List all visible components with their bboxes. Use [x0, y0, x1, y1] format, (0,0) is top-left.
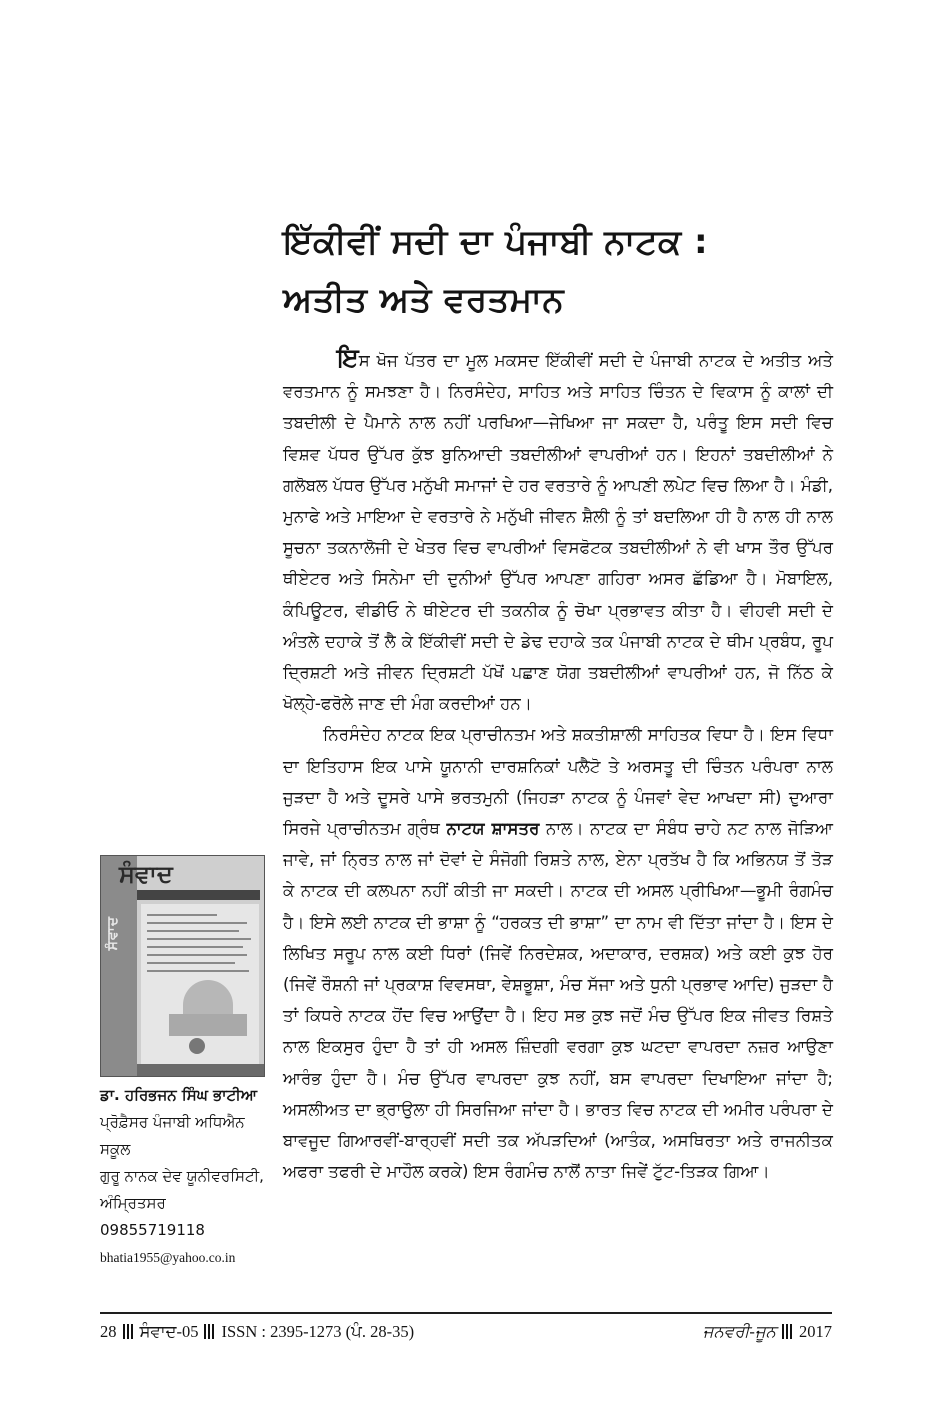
- drop-cap: ਇ: [337, 343, 359, 372]
- author-block: [100, 1082, 270, 1271]
- journal-cover-image: [100, 855, 265, 1077]
- issue-period: ਜਨਵਰੀ-ਜੂਨ: [702, 1322, 776, 1341]
- cover-band: [137, 890, 260, 900]
- cover-text-line: [147, 954, 247, 956]
- separator-icon: [782, 1324, 793, 1339]
- cover-text-line: [147, 922, 247, 924]
- separator-icon: [204, 1324, 215, 1339]
- paragraph-2-text-b: ਨਾਲ। ਨਾਟਕ ਦਾ ਸੰਬੰਧ ਚਾਹੇ ਨਟ ਨਾਲ ਜੋੜਿਆ ਜਾਵੇ, ਜਾਂ ਨ੍ਰਿਤ ਨਾਲ ਜਾਂ ਦੋਵਾਂ ਦੇ ਸੰਜੋਗੀ ਰਿਸ਼ਤੇ ਨਾਲ, ਏਨਾ ਪ੍ਰਤੱਖ ਹੈ ਕਿ ਅਭਿਨਯ ਤੋਂ ਤੋੜ ਕੇ ਨਾਟਕ ਦੀ ਕਲਪਨਾ ਨਹੀਂ ਕੀਤੀ ਜਾ ਸਕਦੀ। ਨਾਟਕ ਦੀ ਅਸਲ ਪ੍ਰੀਖਿਆ—ਭੂਮੀ ਰੰਗਮੰਚ ਹੈ। ਇਸੇ ਲਈ ਨਾਟਕ ਦੀ ਭਾਸ਼ਾ ਨੂੰ “ਹਰਕਤ ਦੀ ਭਾਸ਼ਾ” ਦਾ ਨਾਮ ਵੀ ਦਿੱਤਾ ਜਾਂਦਾ ਹੈ। ਇਸ ਦੇ ਲਿਖਿਤ ਸਰੂਪ ਨਾਲ ਕਈ ਧਿਰਾਂ (ਜਿਵੇਂ ਨਿਰਦੇਸ਼ਕ, ਅਦਾਕਾਰ, ਦਰਸ਼ਕ) ਅਤੇ ਕਈ ਕੁਝ ਹੋਰ (ਜਿਵੇਂ ਰੌਸ਼ਨੀ ਜਾਂ ਪ੍ਰਕਾਸ਼ ਵਿਵਸਥਾ, ਵੇਸ਼ਭੂਸ਼ਾ, ਮੰਚ ਸੱਜਾ ਅਤੇ ਧੁਨੀ ਪ੍ਰਭਾਵ ਆਦਿ) ਜੁੜਦਾ ਹੈ ਤਾਂ ਕਿਧਰੇ ਨਾਟਕ ਹੋਂਦ ਵਿਚ ਆਉਂਦਾ ਹੈ। ਇਹ ਸਭ ਕੁਝ ਜਦੋਂ ਮੰਚ ਉੱਪਰ ਇਕ ਜੀਵਤ ਰਿਸ਼ਤੇ ਨਾਲ ਇਕਸੁਰ ਹੁੰਦਾ ਹੈ ਤਾਂ ਹੀ ਅਸਲ ਜ਼ਿੰਦਗੀ ਵਰਗਾ ਕੁਝ ਘਟਦਾ ਵਾਪਰਦਾ ਨਜ਼ਰ ਆਉਣਾ ਆਰੰਭ ਹੁੰਦਾ ਹੈ। ਮੰਚ ਉੱਪਰ ਵਾਪਰਦਾ ਕੁਝ ਨਹੀਂ, ਬਸ ਵਾਪਰਦਾ ਦਿਖਾਇਆ ਜਾਂਦਾ ਹੈ; ਅਸਲੀਅਤ ਦਾ ਭ੍ਰਾਉਲਾ ਹੀ ਸਿਰਜਿਆ ਜਾਂਦਾ ਹੈ। ਭਾਰਤ ਵਿਚ ਨਾਟਕ ਦੀ ਅਮੀਰ ਪਰੰਪਰਾ ਦੇ ਬਾਵਜੂਦ ਗਿਆਰਵੀਂ-ਬਾਰ੍ਹਵੀਂ ਸਦੀ ਤਕ ਅੱਪੜਦਿਆਂ (ਆਤੰਕ, ਅਸਥਿਰਤਾ ਅਤੇ ਰਾਜਨੀਤਕ ਅਫਰਾ ਤਫਰੀ ਦੇ ਮਾਹੌਲ ਕਰਕੇ) ਇਸ ਰੰਗਮੰਚ ਨਾਲੋਂ ਨਾਤਾ ਜਿਵੇਂ ਟੁੱਟ-ਤਿੜਕ ਗਿਆ।: [283, 819, 834, 1182]
- page-footer: [100, 1322, 832, 1346]
- cover-seal-icon: [189, 1038, 205, 1054]
- author-institution: ਗੁਰੂ ਨਾਨਕ ਦੇਵ ਯੂਨੀਵਰਸਿਟੀ, ਅੰਮ੍ਰਿਤਸਰ: [100, 1167, 264, 1212]
- separator-icon: [123, 1324, 134, 1339]
- page-number: 28: [100, 1322, 117, 1341]
- issue-year: 2017: [799, 1322, 832, 1341]
- article-subtitle: ਅਤੀਤ ਅਤੇ ਵਰਤਮਾਨ: [283, 280, 565, 320]
- paragraph-2-text-a: ਨਿਰਸੰਦੇਹ ਨਾਟਕ ਇਕ ਪ੍ਰਾਚੀਨਤਮ ਅਤੇ ਸ਼ਕਤੀਸ਼ਾਲੀ ਸਾਹਿਤਕ ਵਿਧਾ ਹੈ। ਇਸ ਵਿਧਾ ਦਾ ਇਤਿਹਾਸ ਇਕ ਪਾਸੇ ਯੂਨਾਨੀ ਦਾਰਸ਼ਨਿਕਾਂ ਪਲੈਟੋ ਤੇ ਅਰਸਤੂ ਦੀ ਚਿੰਤਨ ਪਰੰਪਰਾ ਨਾਲ ਜੁੜਦਾ ਹੈ ਅਤੇ ਦੂਸਰੇ ਪਾਸੇ ਭਰਤਮੁਨੀ (ਜਿਹੜਾ ਨਾਟਕ ਨੂੰ ਪੰਜਵਾਂ ਵੇਦ ਆਖਦਾ ਸੀ) ਦੁਆਰਾ ਸਿਰਜੇ ਪ੍ਰਾਚੀਨਤਮ ਗ੍ਰੰਥ: [283, 725, 833, 839]
- author-email: bhatia1955@yahoo.co.in: [100, 1250, 236, 1265]
- cover-text-line: [147, 946, 243, 948]
- article-body: [283, 342, 833, 1187]
- issn: ISSN : 2395-1273 (ਪੰ. 28-35): [221, 1322, 415, 1341]
- cover-text-line: [147, 938, 251, 940]
- footer-right: [703, 1322, 832, 1342]
- cover-logo: ਸੰਵਾਦ: [119, 860, 173, 888]
- cover-text-line: [147, 962, 235, 964]
- cover-bottom-band: [137, 1064, 264, 1077]
- footer-rule: [100, 1312, 832, 1314]
- journal-issue: ਸੰਵਾਦ-05: [139, 1322, 199, 1341]
- cover-text-line: [147, 930, 239, 932]
- paragraph-1: [283, 342, 833, 719]
- paragraph-1-text: ਸ ਖੋਜ ਪੱਤਰ ਦਾ ਮੂਲ ਮਕਸਦ ਇੱਕੀਵੀਂ ਸਦੀ ਦੇ ਪੰਜਾਬੀ ਨਾਟਕ ਦੇ ਅਤੀਤ ਅਤੇ ਵਰਤਮਾਨ ਨੂੰ ਸਮਝਣਾ ਹੈ। ਨਿਰਸੰਦੇਹ, ਸਾਹਿਤ ਅਤੇ ਸਾਹਿਤ ਚਿੰਤਨ ਦੇ ਵਿਕਾਸ ਨੂੰ ਕਾਲਾਂ ਦੀ ਤਬਦੀਲੀ ਦੇ ਪੈਮਾਨੇ ਨਾਲ ਨਹੀਂ ਪਰਖਿਆ—ਜੇਖਿਆ ਜਾ ਸਕਦਾ ਹੈ, ਪਰੰਤੂ ਇਸ ਸਦੀ ਵਿਚ ਵਿਸ਼ਵ ਪੱਧਰ ਉੱਪਰ ਕੁੱਝ ਬੁਨਿਆਦੀ ਤਬਦੀਲੀਆਂ ਵਾਪਰੀਆਂ ਹਨ। ਇਹਨਾਂ ਤਬਦੀਲੀਆਂ ਨੇ ਗਲੋਬਲ ਪੱਧਰ ਉੱਪਰ ਮਨੁੱਖੀ ਸਮਾਜਾਂ ਦੇ ਹਰ ਵਰਤਾਰੇ ਨੂੰ ਆਪਣੀ ਲਪੇਟ ਵਿਚ ਲਿਆ ਹੈ। ਮੰਡੀ, ਮੁਨਾਫੇ ਅਤੇ ਮਾਇਆ ਦੇ ਵਰਤਾਰੇ ਨੇ ਮਨੁੱਖੀ ਜੀਵਨ ਸ਼ੈਲੀ ਨੂੰ ਤਾਂ ਬਦਲਿਆ ਹੀ ਹੈ ਨਾਲ ਹੀ ਨਾਲ ਸੂਚਨਾ ਤਕਨਾਲੋਜੀ ਦੇ ਖੇਤਰ ਵਿਚ ਵਾਪਰੀਆਂ ਵਿਸਫੋਟਕ ਤਬਦੀਲੀਆਂ ਨੇ ਵੀ ਖਾਸ ਤੌਰ ਉੱਪਰ ਥੀਏਟਰ ਅਤੇ ਸਿਨੇਮਾ ਦੀ ਦੁਨੀਆਂ ਉੱਪਰ ਆਪਣਾ ਗਹਿਰਾ ਅਸਰ ਛੱਡਿਆ ਹੈ। ਮੋਬਾਇਲ, ਕੰਪਿਊਟਰ, ਵੀਡੀਓ ਨੇ ਥੀਏਟਰ ਦੀ ਤਕਨੀਕ ਨੂੰ ਚੋਖਾ ਪ੍ਰਭਾਵਤ ਕੀਤਾ ਹੈ। ਵੀਹਵੀ ਸਦੀ ਦੇ ਅੰਤਲੇ ਦਹਾਕੇ ਤੋਂ ਲੈ ਕੇ ਇੱਕੀਵੀਂ ਸਦੀ ਦੇ ਡੇਢ ਦਹਾਕੇ ਤਕ ਪੰਜਾਬੀ ਨਾਟਕ ਦੇ ਥੀਮ ਪ੍ਰਬੰਧ, ਰੂਪ ਦ੍ਰਿਸ਼ਟੀ ਅਤੇ ਜੀਵਨ ਦ੍ਰਿਸ਼ਟੀ ਪੱਖੋਂ ਪਛਾਣ ਯੋਗ ਤਬਦੀਲੀਆਂ ਵਾਪਰੀਆਂ ਹਨ, ਜੋ ਨਿੱਠ ਕੇ ਖੋਲ੍ਹੇ-ਫਰੋਲੇ ਜਾਣ ਦੀ ਮੰਗ ਕਰਦੀਆਂ ਹਨ।: [283, 351, 833, 714]
- paragraph-2: [283, 719, 833, 1187]
- cover-text-line: [147, 970, 249, 972]
- cover-side-text: ਸੰਵਾਦ: [105, 916, 121, 951]
- article-title: ਇੱਕੀਵੀਂ ਸਦੀ ਦਾ ਪੰਜਾਬੀ ਨਾਟਕ :: [283, 222, 709, 262]
- author-name: ਡਾ. ਹਰਿਭਜਨ ਸਿੰਘ ਭਾਟੀਆ: [100, 1086, 258, 1104]
- author-phone: 09855719118: [100, 1221, 205, 1239]
- author-designation: ਪ੍ਰੋਫ਼ੈਸਰ ਪੰਜਾਬੀ ਅਧਿਐਨ ਸਕੂਲ: [100, 1113, 245, 1158]
- footer-left: [100, 1322, 414, 1342]
- cover-text-line: [147, 914, 217, 916]
- book-title-natya-shastra: ਨਾਟਯ ਸ਼ਾਸਤਰ: [446, 819, 540, 839]
- cover-spine: [101, 856, 137, 1076]
- cover-building-base: [169, 1014, 247, 1036]
